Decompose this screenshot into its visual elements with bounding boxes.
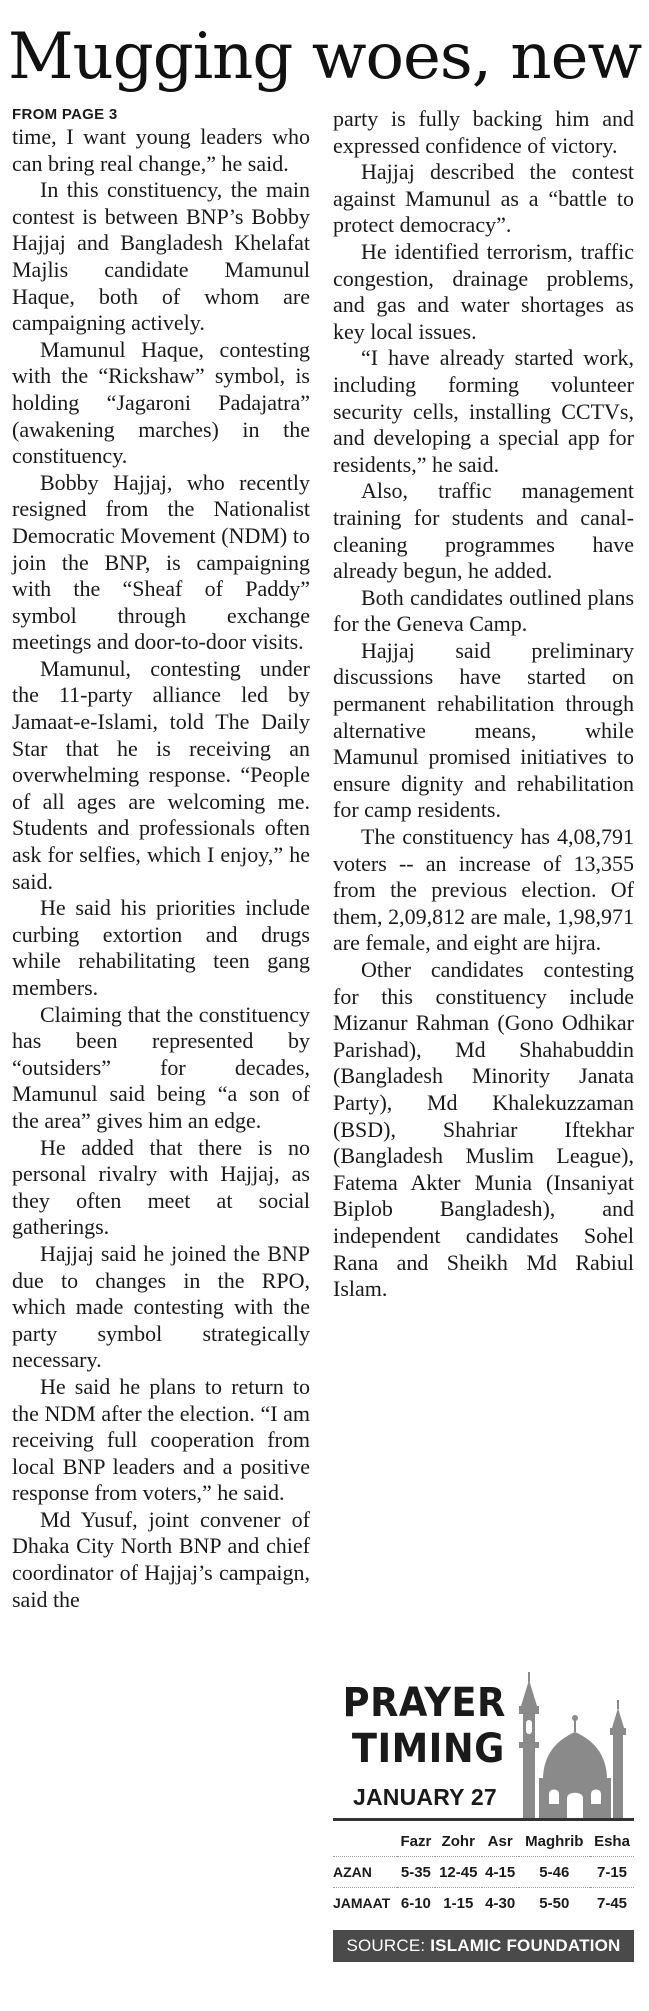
paragraph: He said he plans to return to the NDM after the election. “I am receiving full cooperation from local BNP leaders and a positive response from voters,” he said. [12,1373,310,1506]
paragraph: Bobby Hajjaj, who recently resigned from the Nationalist Democratic Movement (NDM) to join the BNP, is campaigning with the “Sheaf of Paddy” symbol through exchange meetings and door-to-door visits. [12,469,310,655]
source-label: SOURCE: [346,1936,426,1955]
column-header-asr: Asr [482,1826,519,1857]
paragraph: “I have already started work, including forming volunteer security cells, installing CCTVs, and developing a special app for residents,” he said. [333,345,634,477]
paragraph: Mamunul, contesting under the 11-party alliance led by Jamaat-e-Islami, told The Daily Star that he is receiving an overwhelming response. “People of all ages are welcoming me. Students and professionals often ask for selfies, which I enjoy,” he said. [12,655,310,894]
time-cell: 5-50 [539,1894,570,1912]
time-cell: 6-10 [400,1894,431,1912]
paragraph: Both candidates outlined plans for the Geneva Camp. [333,584,634,637]
prayer-divider [333,1818,634,1821]
table-row [333,1857,634,1888]
paragraph: In this constituency, the main contest is between BNP’s Bobby Hajjaj and Bangladesh Khelafat Majlis candidate Mamunul Haque, both of whom are campaigning actively. [12,177,310,336]
prayer-title-line2: TIMING [351,1726,505,1772]
mosque-icon [509,1672,634,1818]
paragraph: Mamunul Haque, contesting with the “Rickshaw” symbol, is holding “Jagaroni Padajatra” (awakening marches) in the constituency. [12,336,310,469]
paragraph: Hajjaj said he joined the BNP due to changes in the RPO, which made contesting with the party symbol strategically necessary. [12,1240,310,1373]
article-column-left [12,106,310,1613]
paragraph: Also, traffic management training for students and canal-cleaning programmes have already begun, he added. [333,478,634,584]
table-header-blank [333,1826,397,1857]
paragraph: He added that there is no personal rivalry with Hajjaj, as they often meet at social gatherings. [12,1134,310,1240]
column-header-zohr: Zohr [435,1826,482,1857]
paragraph: He identified terrorism, traffic congestion, drainage problems, and gas and water shortages as key local issues. [333,238,634,344]
time-cell: 4-30 [485,1894,516,1912]
time-cell: 4-15 [482,1857,519,1888]
column-header-fazr: Fazr [397,1826,435,1857]
column-header-maghrib: Maghrib [519,1826,590,1857]
source-name: ISLAMIC FOUNDATION [430,1936,621,1955]
row-label-azan: AZAN [333,1857,397,1888]
prayer-title-line1: PRAYER [342,1680,506,1726]
prayer-times-table [333,1826,634,1918]
paragraph: Claiming that the constituency has been represented by “outsiders” for decades, Mamunul said being “a son of the area” gives him an edge. [12,1001,310,1133]
paragraph: Hajjaj described the contest against Mamunul as a “battle to protect democracy”. [333,159,634,238]
from-page-label: FROM PAGE 3 [12,106,118,123]
paragraph: party is fully backing him and expressed confidence of victory. [333,106,634,158]
prayer-date: JANUARY 27 [353,1784,497,1810]
paragraph [12,106,310,177]
table-header-row [333,1826,634,1857]
paragraph: Md Yusuf, joint convener of Dhaka City North BNP and chief coordinator of Hajjaj’s campaign, said the [12,1506,310,1612]
paragraph: The constituency has 4,08,791 voters -- an increase of 13,355 from the previous election. Of them, 2,09,812 are male, 1,98,971 are female, and eight are hijra. [333,824,634,956]
time-cell: 5-46 [519,1857,590,1888]
source-bar [333,1930,634,1962]
prayer-title [339,1680,506,1772]
paragraph: Hajjaj said preliminary discussions have started on permanent rehabilitation through alternative means, while Mamunul promised initiatives to ensure dignity and rehabilitation for camp residents. [333,637,634,823]
headline: Mugging woes, new [8,20,642,94]
time-cell: 12-45 [435,1857,482,1888]
table-row [333,1888,634,1919]
paragraph-text: time, I want young leaders who can bring real change,” he said. [12,124,310,176]
paragraph: He said his priorities include curbing extortion and drugs while rehabilitating teen gang members. [12,895,310,1000]
column-header-esha: Esha [590,1826,634,1857]
time-cell: 5-35 [397,1857,435,1888]
time-cell: 7-45 [597,1894,628,1912]
article-column-right [333,106,634,1303]
row-label-jamaat: JAMAAT [333,1895,391,1911]
time-cell: 1-15 [443,1894,474,1912]
paragraph: Other candidates contesting for this constituency include Mizanur Rahman (Gono Odhikar Parishad), Md Shahabuddin (Bangladesh Minority Janata Party), Md Khalekuzzaman (BSD), Shahriar Iftekhar (Bangladesh Muslim League), Fatema Akter Munia (Insaniyat Biplob Bangladesh), and independent candidates Sohel Rana and Sheikh Md Rabiul Islam. [333,957,634,1302]
prayer-timing-box [333,1672,634,1988]
time-cell: 7-15 [590,1857,634,1888]
